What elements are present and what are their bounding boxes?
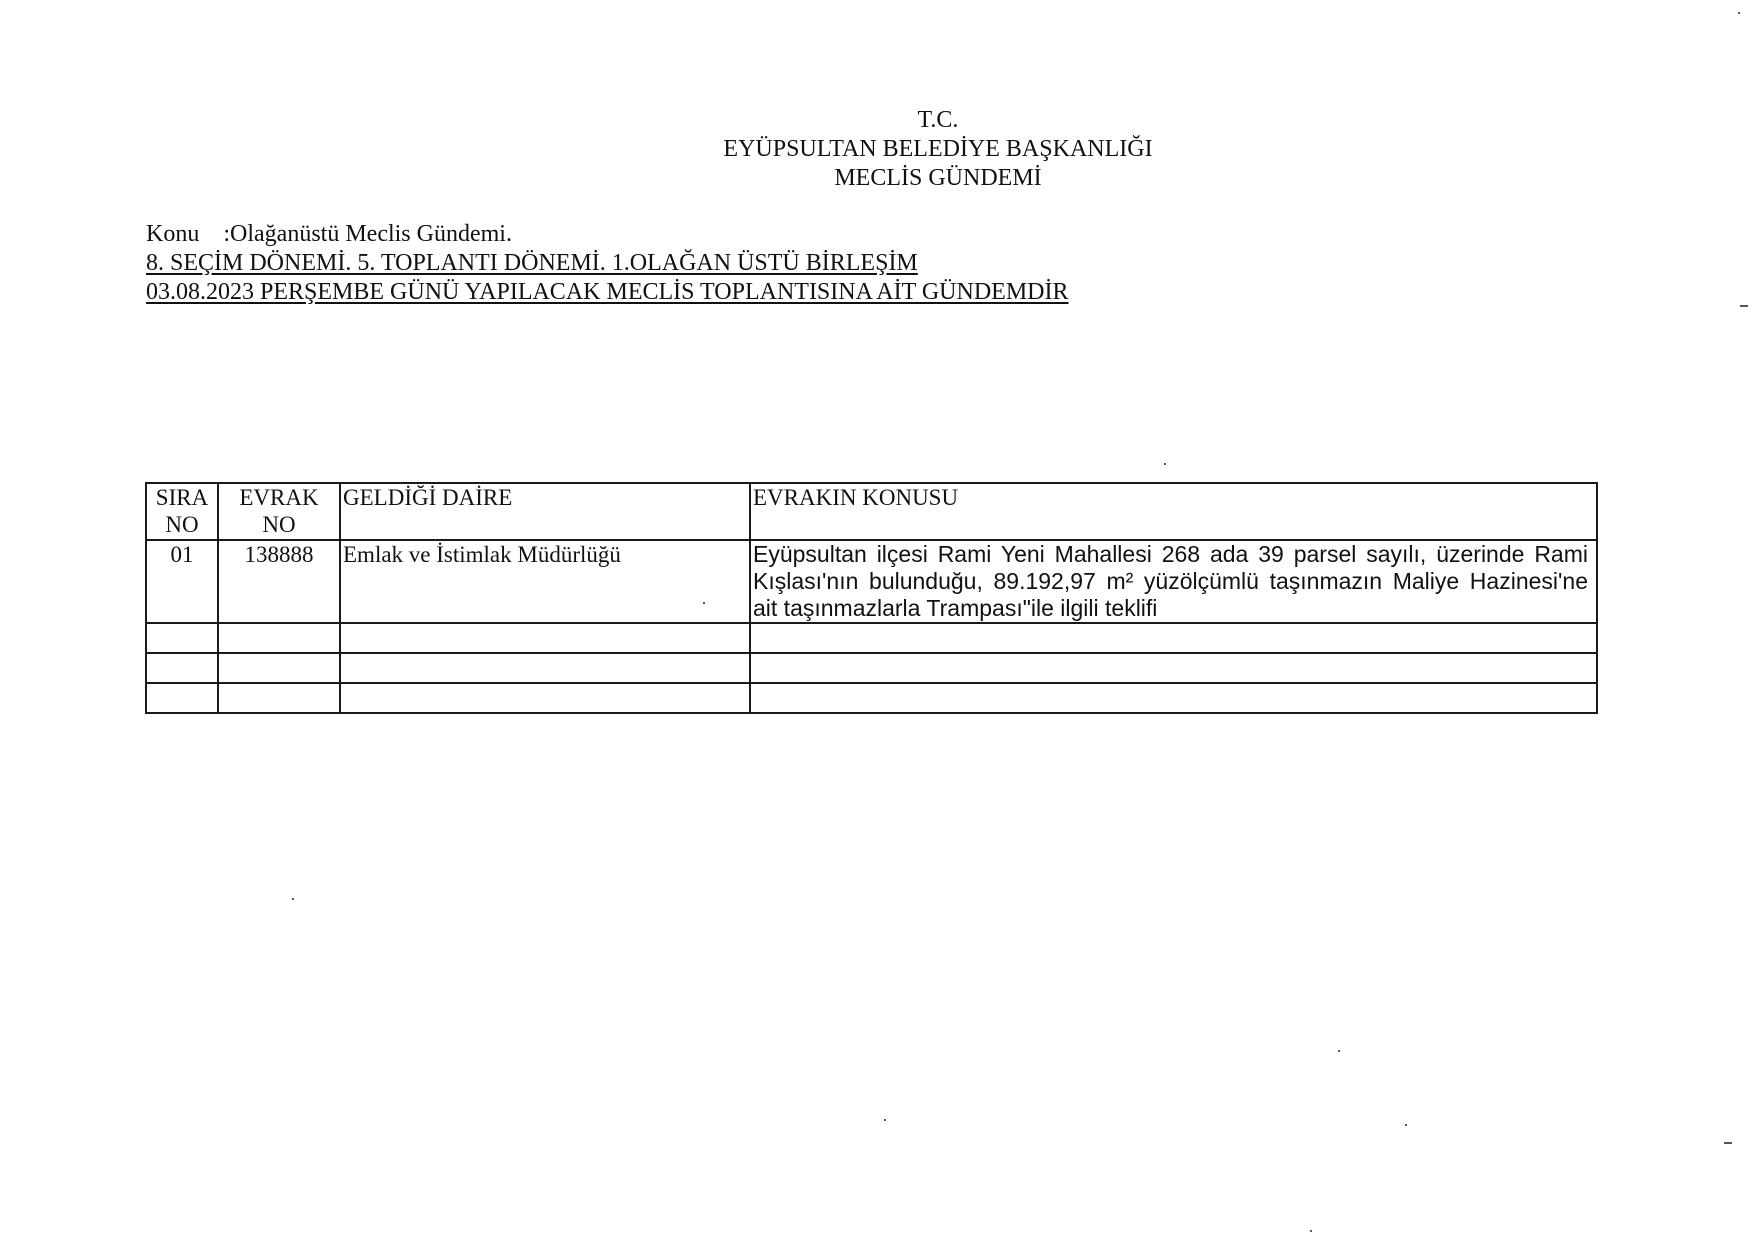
table-row [146,540,1597,623]
header-agenda-title: MECLİS GÜNDEMİ [834,165,1042,191]
header-tc: T.C. [917,107,959,133]
agenda-table [145,482,1598,714]
header-sira-no: SIRA NO [146,483,218,540]
table-row-empty [146,683,1597,713]
subject-line [146,220,1069,249]
header-municipality: EYÜPSULTAN BELEDİYE BAŞKANLIĞI [723,136,1153,162]
table-header-row [146,483,1597,540]
scan-speck [1310,1230,1312,1232]
scan-speck [884,1119,886,1121]
subject-label: Konu [146,221,200,247]
scan-speck [1724,1142,1732,1144]
meeting-date-line: 03.08.2023 PERŞEMBE GÜNÜ YAPILACAK MECLİS TOPLANTISINA AİT GÜNDEMDİR [146,279,1069,305]
cell-evrak: 138888 [218,540,340,623]
scan-speck [1738,12,1740,14]
cell-konusu: Eyüpsultan ilçesi Rami Yeni Mahallesi 268 ada 39 parsel sayılı, üzerinde Rami Kışlası'nın bulunduğu, 89.192,97 m² yüzölçümlü taşınmazın Maliye Hazinesi'ne ait taşınmazlarla Trampası"ile ilgili teklifi [750,540,1597,623]
header-evrakin-konusu: EVRAKIN KONUSU [750,483,1597,540]
session-line: 8. SEÇİM DÖNEMİ. 5. TOPLANTI DÖNEMİ. 1.OLAĞAN ÜSTÜ BİRLEŞİM [146,250,918,276]
document-header [0,106,1758,193]
scan-speck [703,602,705,604]
scan-speck [1405,1124,1407,1126]
table-row-empty [146,653,1597,683]
header-geldigi-daire: GELDİĞİ DAİRE [340,483,750,540]
subject-value: :Olağanüstü Meclis Gündemi. [223,221,512,247]
scan-speck [1338,1050,1340,1052]
cell-daire: Emlak ve İstimlak Müdürlüğü [340,540,750,623]
scan-speck [1164,463,1166,465]
subject-block [146,220,1069,307]
cell-sira: 01 [146,540,218,623]
scan-speck [1740,305,1748,307]
scan-speck [292,898,294,900]
table-row-empty [146,623,1597,653]
header-evrak-no: EVRAK NO [218,483,340,540]
